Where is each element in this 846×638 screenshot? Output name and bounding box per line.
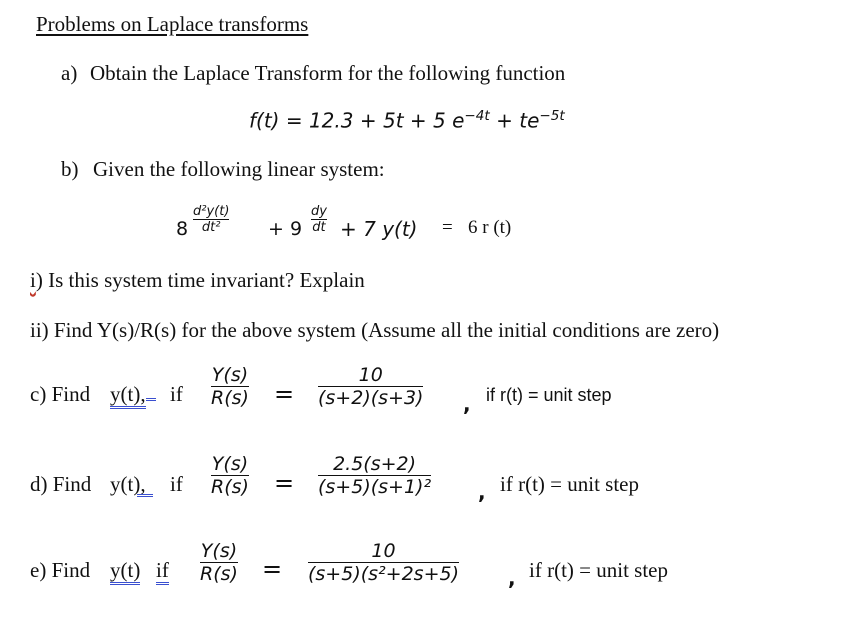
equation-a-mid: + te bbox=[489, 108, 540, 133]
problem-a-equation bbox=[249, 108, 565, 132]
problem-e-yt-text: y(t) bbox=[110, 558, 140, 585]
problem-e-prefix: e) Find bbox=[30, 558, 91, 582]
lhs-numerator: Y(s) bbox=[211, 453, 249, 475]
d1-numerator: dy bbox=[311, 204, 327, 219]
problem-c-yt bbox=[110, 382, 156, 407]
equation-a-exp2: −5t bbox=[539, 108, 565, 124]
problem-c-lhs bbox=[211, 364, 249, 409]
problem-d-comma: , bbox=[478, 480, 486, 504]
equation-a-main: f(t) = 12.3 + 5t + 5 e bbox=[249, 108, 465, 133]
problem-d-prefix: d) Find bbox=[30, 472, 92, 496]
d2-numerator: d²y(t) bbox=[193, 204, 230, 219]
problem-d-if: if bbox=[170, 472, 183, 496]
problem-d-lhs bbox=[211, 453, 249, 498]
problem-e-if bbox=[156, 558, 169, 583]
problem-c-comma: , bbox=[463, 392, 471, 416]
lhs-numerator: Y(s) bbox=[200, 540, 238, 562]
equation-b-second-derivative bbox=[193, 204, 229, 235]
problem-e-condition: if r(t) = unit step bbox=[529, 558, 668, 582]
lhs-denominator: R(s) bbox=[211, 476, 249, 499]
equation-b-first-derivative bbox=[311, 204, 327, 235]
lhs-denominator: R(s) bbox=[211, 387, 249, 410]
problem-b-text: Given the following linear system: bbox=[93, 157, 385, 181]
equation-b-plus9: + 9 bbox=[268, 218, 303, 240]
rhs-denominator: (s+5)(s+1)² bbox=[318, 476, 432, 499]
problem-e-yt bbox=[110, 558, 140, 583]
problem-i bbox=[30, 268, 365, 293]
problem-c-if: if bbox=[170, 382, 183, 406]
problem-ii-text: ii) Find Y(s)/R(s) for the above system (Assume all the initial conditions are zero) bbox=[30, 318, 720, 342]
rhs-numerator: 2.5(s+2) bbox=[333, 453, 417, 475]
problem-e-rhs bbox=[308, 540, 459, 585]
equation-b-rhs: 6 r (t) bbox=[468, 217, 512, 238]
problem-d-yt-text: y(t), bbox=[110, 472, 146, 496]
lhs-denominator: R(s) bbox=[200, 563, 238, 586]
d2-denominator: dt² bbox=[201, 220, 221, 236]
problem-c-condition: if r(t) = unit step bbox=[486, 385, 612, 405]
d1-denominator: dt bbox=[312, 220, 326, 236]
problem-c-equals: = bbox=[274, 380, 295, 408]
problem-d-yt-underline bbox=[137, 494, 153, 497]
problem-c-prefix: c) Find bbox=[30, 382, 91, 406]
problem-a-label: a) bbox=[61, 61, 78, 85]
problem-e-equals: = bbox=[262, 555, 283, 583]
rhs-denominator: (s+2)(s+3) bbox=[318, 387, 424, 410]
rhs-numerator: 10 bbox=[358, 364, 383, 386]
rhs-numerator: 10 bbox=[371, 540, 396, 562]
problem-a-text: Obtain the Laplace Transform for the following function bbox=[90, 61, 566, 85]
equation-b-equals: = bbox=[442, 217, 453, 238]
problem-c-rhs bbox=[318, 364, 423, 409]
problem-d-equals: = bbox=[274, 469, 295, 497]
problem-b-label: b) bbox=[61, 157, 79, 181]
equation-a-exp1: −4t bbox=[464, 108, 490, 124]
problem-i-text: ) Is this system time invariant? Explain bbox=[35, 268, 365, 292]
problem-c-yt-text: y(t), bbox=[110, 382, 146, 409]
problem-i-label: i bbox=[30, 268, 36, 292]
rhs-denominator: (s+5)(s²+2s+5) bbox=[308, 563, 459, 586]
problem-d-condition: if r(t) = unit step bbox=[500, 472, 639, 496]
problem-e-if-text: if bbox=[156, 558, 169, 585]
problem-e-comma: , bbox=[508, 566, 516, 590]
equation-b-coef: 8 bbox=[176, 218, 189, 240]
problem-e-lhs bbox=[200, 540, 238, 585]
equation-b-rest: + 7 y(t) bbox=[340, 217, 418, 241]
lhs-numerator: Y(s) bbox=[211, 364, 249, 386]
page-title: Problems on Laplace transforms bbox=[36, 12, 309, 36]
problem-d-rhs bbox=[318, 453, 431, 498]
